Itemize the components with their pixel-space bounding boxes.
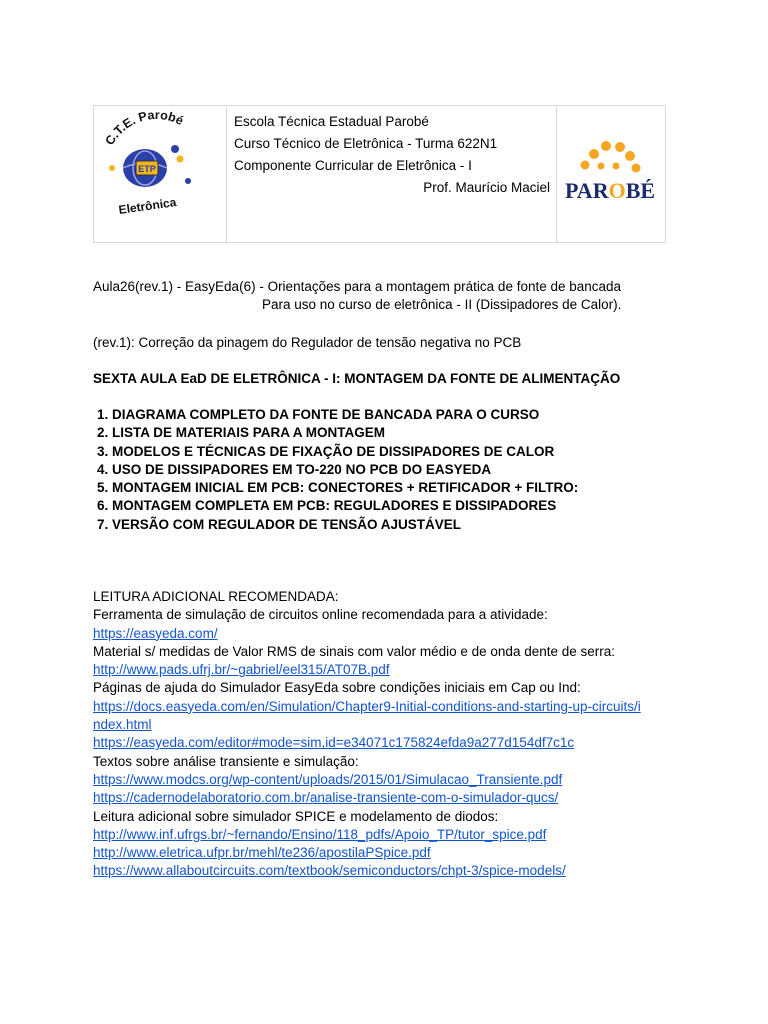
reading-text: Material s/ medidas de Valor RMS de sinais com valor médio e de onda dente de serra: <box>93 643 616 659</box>
link-easyeda-editor[interactable]: https://easyeda.com/editor#mode=sim,id=e34071c175824efda9a277d154df7c1c <box>93 735 575 751</box>
reading-text: Leitura adicional sobre simulador SPICE e modelamento de diodos: <box>93 808 499 824</box>
header-table <box>93 105 666 243</box>
component-name: Componente Curricular de Eletrônica - I <box>234 158 472 173</box>
svg-text:ETP: ETP <box>138 164 156 174</box>
reading-heading: LEITURA ADICIONAL RECOMENDADA: <box>93 589 339 604</box>
parobe-wordmark: PAROBÉ <box>565 178 656 203</box>
logo-dot-blue <box>171 145 179 153</box>
link-ufpr-pspice[interactable]: http://www.eletrica.ufpr.br/mehl/te236/apostilaPSpice.pdf <box>93 845 431 861</box>
reading-text: Páginas de ajuda do Simulador EasyEda sobre condições iniciais em Cap ou Ind: <box>93 680 581 696</box>
link-easyeda[interactable]: https://easyeda.com/ <box>93 625 218 641</box>
list-item: 5. MONTAGEM INICIAL EM PCB: CONECTORES + RETIFICADOR + FILTRO: <box>97 480 579 496</box>
list-item: 2. LISTA DE MATERIAIS PARA A MONTAGEM <box>97 425 385 441</box>
link-modcs[interactable]: https://www.modcs.org/wp-content/uploads/2015/01/Simulacao_Transiente.pdf <box>93 771 563 787</box>
link-caderno[interactable]: https://cadernodelaboratorio.com.br/analise-transiente-com-o-simulador-qucs/ <box>93 790 559 806</box>
reading-text: Ferramenta de simulação de circuitos online recomendada para a atividade: <box>93 607 548 623</box>
lesson-title-line2: Para uso no curso de eletrônica - II (Dissipadores de Calor). <box>262 297 622 313</box>
reading-section <box>93 588 641 881</box>
left-logo-cell <box>94 106 227 243</box>
link-allaboutcircuits[interactable]: https://www.allaboutcircuits.com/textbook/semiconductors/chpt-3/spice-models/ <box>93 863 566 879</box>
logo-bottom-text: Eletrônica <box>117 195 178 218</box>
list-item: 1. DIAGRAMA COMPLETO DA FONTE DE BANCADA PARA O CURSO <box>97 407 540 422</box>
list-item: 4. USO DE DISSIPADORES EM TO-220 NO PCB DO EASYEDA <box>97 461 492 477</box>
lesson-title <box>93 278 621 315</box>
school-name: Escola Técnica Estadual Parobé <box>234 114 429 129</box>
course-name: Curso Técnico de Eletrônica - Turma 622N1 <box>234 136 498 151</box>
professor-name: Prof. Maurício Maciel <box>423 180 550 195</box>
lesson-title-line1: Aula26(rev.1) - EasyEda(6) - Orientações para a montagem prática de fonte de bancada <box>93 279 622 294</box>
topic-list <box>93 406 578 534</box>
parobe-logo <box>557 106 665 242</box>
cte-parobe-logo <box>94 106 226 242</box>
right-logo-cell <box>557 106 666 243</box>
link-pads-ufrj[interactable]: http://www.pads.ufrj.br/~gabriel/eel315/AT07B.pdf <box>93 662 390 678</box>
reading-text: Textos sobre análise transiente e simulação: <box>93 753 359 769</box>
link-easyeda-docs[interactable]: https://docs.easyeda.com/en/Simulation/Chapter9-Initial-conditions-and-starting-up-circuits/i <box>93 698 641 714</box>
list-item: 6. MONTAGEM COMPLETA EM PCB: REGULADORES E DISSIPADORES <box>97 498 557 514</box>
revision-note: (rev.1): Correção da pinagem do Regulador de tensão negativa no PCB <box>93 335 522 350</box>
header-info-cell <box>227 106 557 243</box>
list-item: 7. VERSÃO COM REGULADOR DE TENSÃO AJUSTÁVEL <box>97 516 462 532</box>
logo-dot-blue-right <box>185 178 191 184</box>
logo-top-text: C.T.E. Parobé <box>102 107 186 148</box>
section-heading: SEXTA AULA EaD DE ELETRÔNICA - I: MONTAGEM DA FONTE DE ALIMENTAÇÃO <box>93 371 621 386</box>
link-easyeda-docs-cont[interactable]: ndex.html <box>93 717 152 733</box>
link-ufrgs-spice[interactable]: http://www.inf.ufrgs.br/~fernando/Ensino/118_pdfs/Apoio_TP/tutor_spice.pdf <box>93 826 547 842</box>
list-item: 3. MODELOS E TÉCNICAS DE FIXAÇÃO DE DISSIPADORES DE CALOR <box>97 443 555 459</box>
logo-dot-yellow-left <box>109 165 115 171</box>
logo-dot-yellow <box>177 156 184 163</box>
